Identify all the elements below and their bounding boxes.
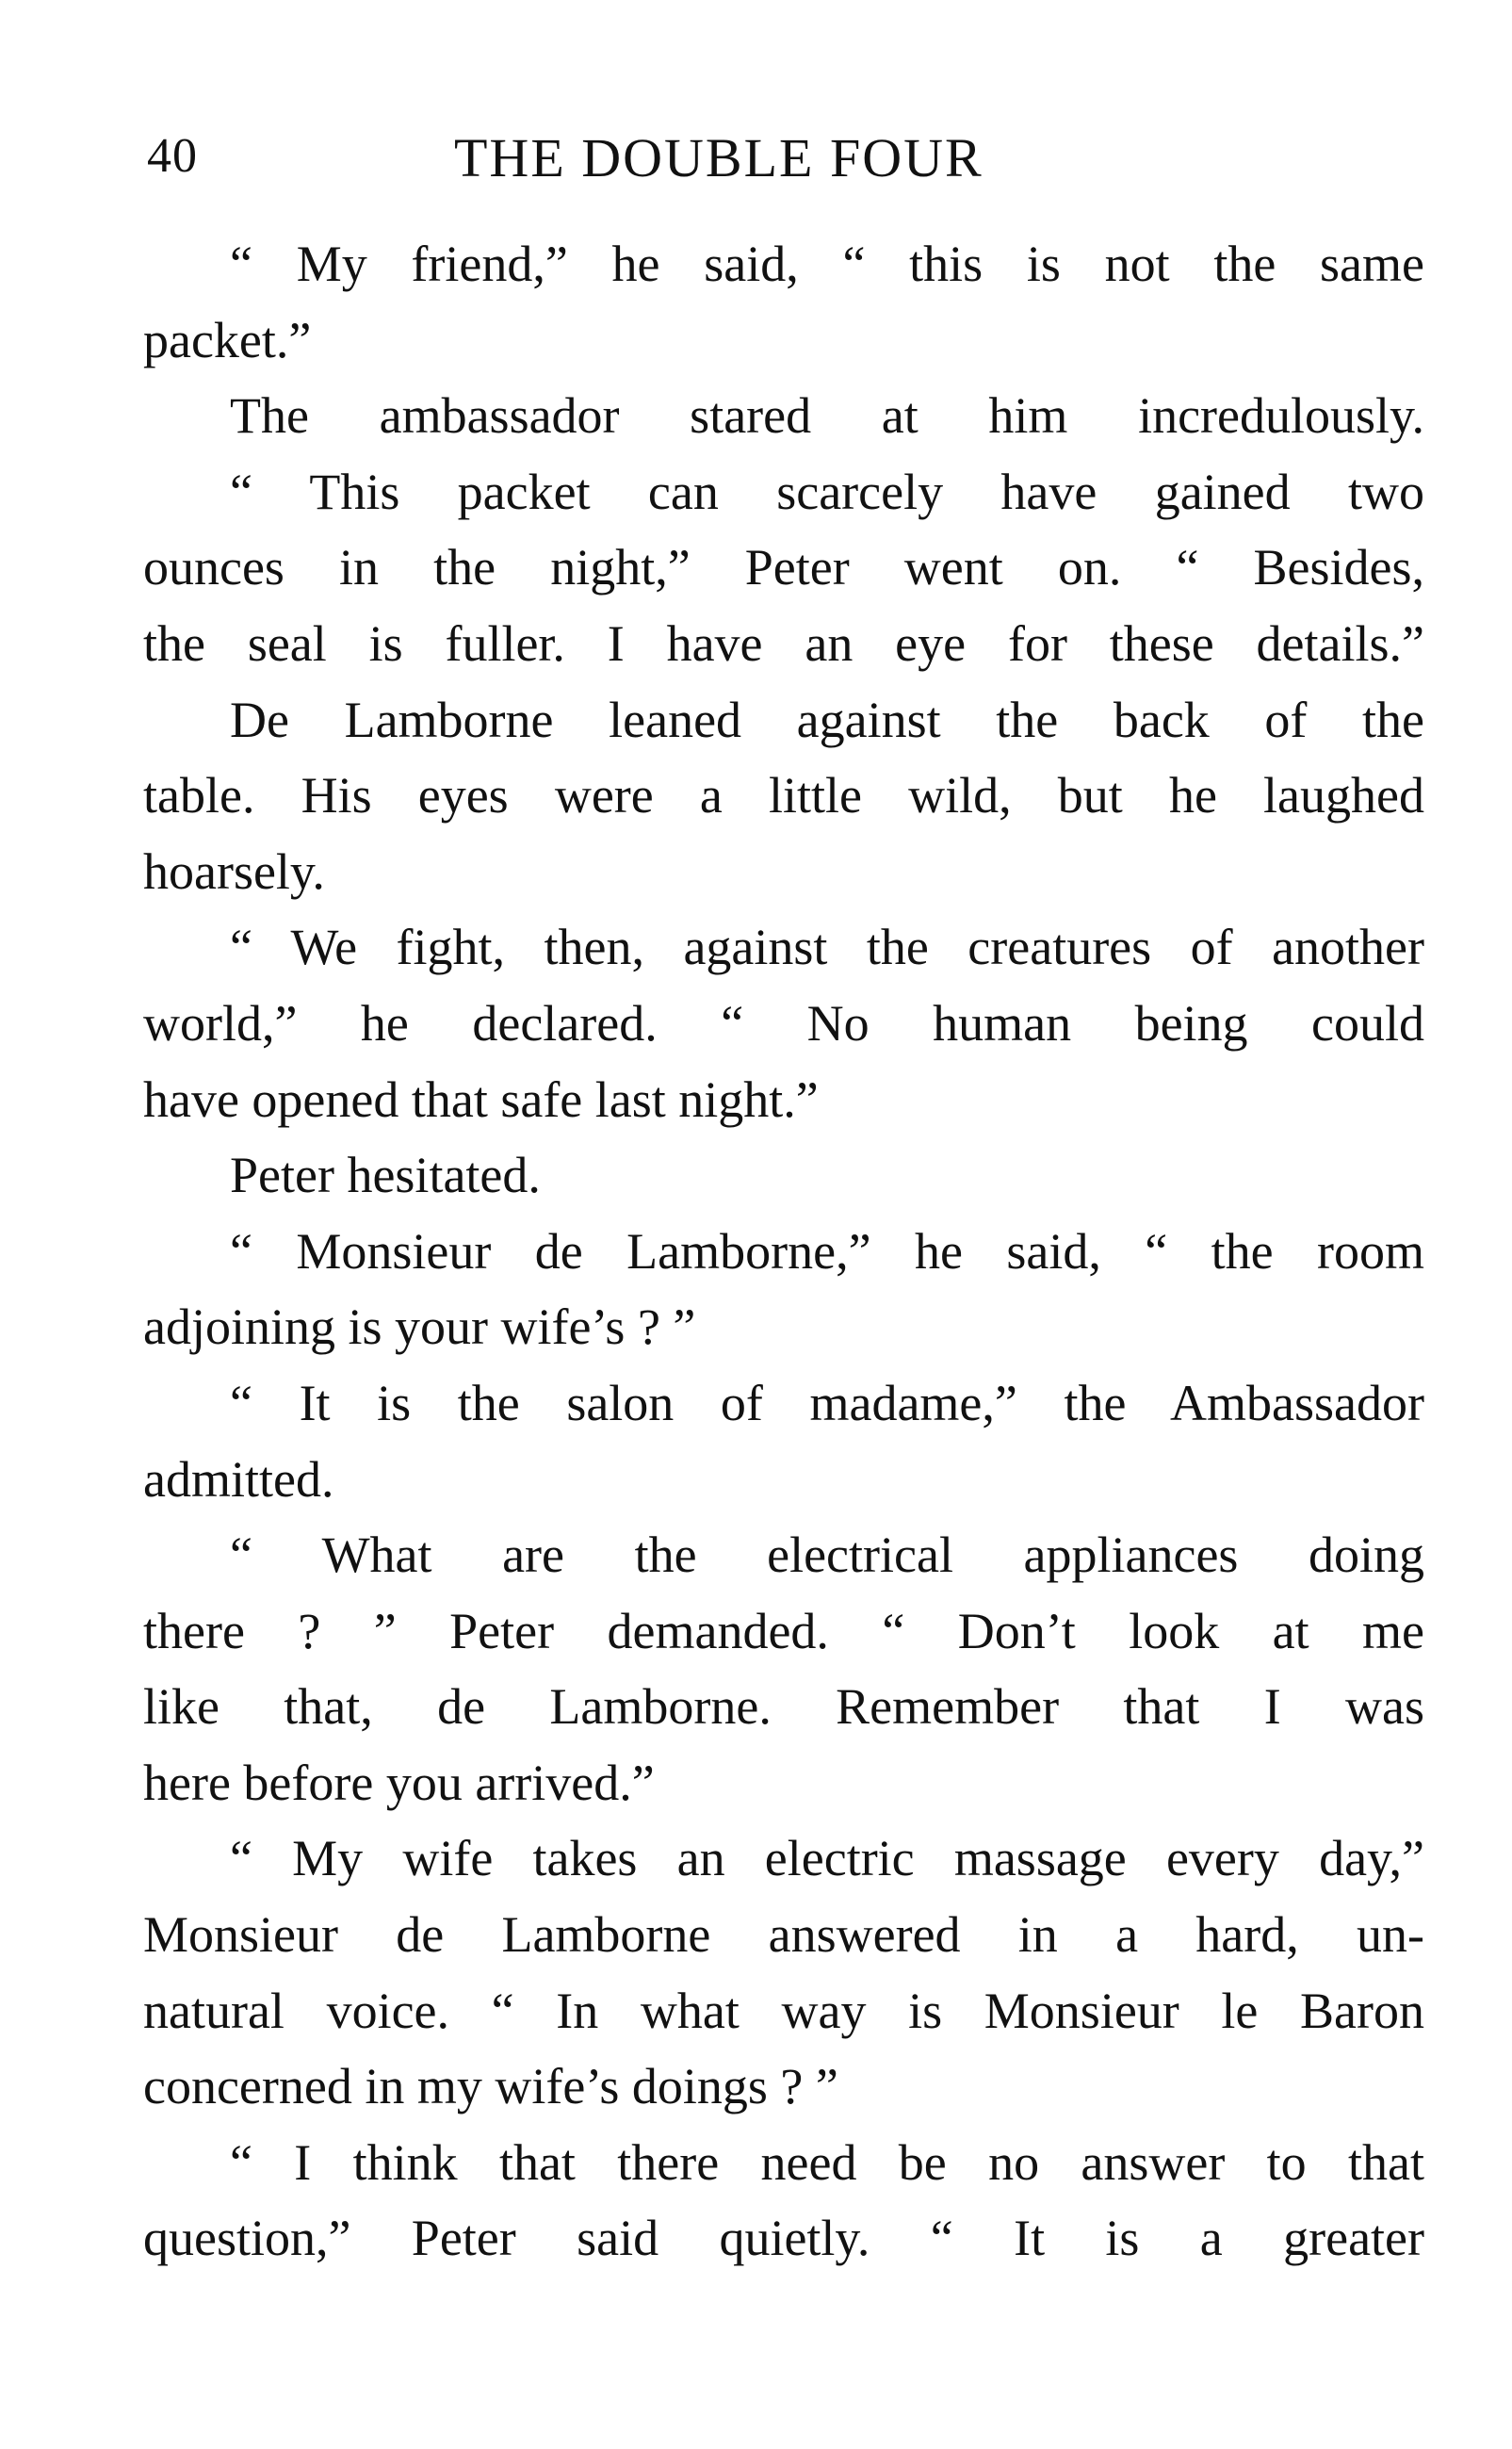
text-line: have opened that safe last night.”: [143, 1070, 819, 1128]
text-line: admitted.: [143, 1450, 334, 1508]
text-line: “ It is the salon of madame,” the Ambassador: [230, 1374, 1424, 1431]
text-line: table. His eyes were a little wild, but he laughed: [143, 767, 1424, 824]
text-line: world,” he declared. “ No human being could: [143, 994, 1424, 1052]
page-header: [143, 121, 1424, 196]
text-line: “ I think that there need be no answer to that: [230, 2133, 1424, 2191]
text-line: hoarsely.: [143, 842, 325, 900]
text-line: “ We fight, then, against the creatures of another: [230, 919, 1424, 976]
text-line: question,” Peter said quietly. “ It is a greater: [143, 2210, 1424, 2267]
body-text: [143, 226, 1424, 2277]
text-line: natural voice. “ In what way is Monsieur le Baron: [143, 1982, 1424, 2039]
text-line: “ My friend,” he said, “ this is not the same: [230, 236, 1424, 292]
text-line: “ My wife takes an electric massage every day,”: [230, 1830, 1424, 1887]
text-line: “ This packet can scarcely have gained two: [230, 463, 1424, 520]
text-line: there ? ” Peter demanded. “ Don’t look at me: [143, 1602, 1424, 1659]
text-line: here before you arrived.”: [143, 1754, 655, 1811]
text-line: Monsieur de Lamborne answered in a hard, un-: [143, 1906, 1424, 1964]
text-line: ounces in the night,” Peter went on. “ Besides,: [143, 539, 1424, 596]
text-line: De Lamborne leaned against the back of the: [230, 691, 1424, 748]
running-title: THE DOUBLE FOUR: [454, 127, 984, 188]
text-line: “ Monsieur de Lamborne,” he said, “ the room: [230, 1222, 1424, 1280]
text-line: the seal is fuller. I have an eye for these details.”: [143, 614, 1424, 672]
text-line: Peter hesitated.: [230, 1147, 541, 1204]
text-line: like that, de Lamborne. Remember that I was: [143, 1678, 1424, 1736]
text-line: “ What are the electrical appliances doing: [230, 1527, 1424, 1584]
text-line: adjoining is your wife’s ? ”: [143, 1298, 696, 1356]
text-line: concerned in my wife’s doings ? ”: [143, 2058, 838, 2115]
text-line: The ambassador stared at him incredulously.: [230, 387, 1424, 445]
text-line: packet.”: [143, 311, 312, 368]
page-number: 40: [147, 129, 198, 183]
